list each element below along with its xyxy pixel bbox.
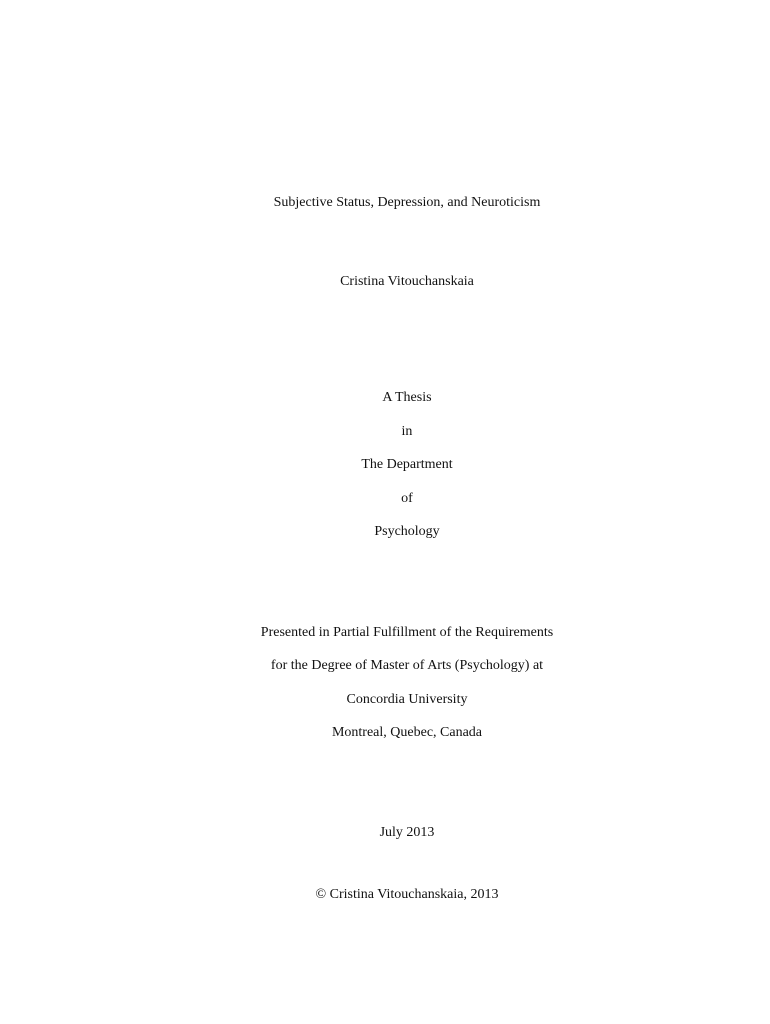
of-label: of	[401, 491, 413, 506]
submission-date: July 2013	[379, 825, 435, 840]
fulfillment-line-2: for the Degree of Master of Arts (Psychology) at	[270, 658, 544, 673]
copyright-notice: © Cristina Vitouchanskaia, 2013	[315, 887, 499, 902]
author-name: Cristina Vitouchanskaia	[340, 274, 474, 289]
location: Montreal, Quebec, Canada	[331, 725, 483, 740]
fulfillment-line-1: Presented in Partial Fulfillment of the Requirements	[260, 625, 554, 640]
thesis-title: Subjective Status, Depression, and Neuroticism	[273, 195, 541, 210]
university-name: Concordia University	[346, 692, 468, 707]
department-label: The Department	[361, 457, 453, 472]
department-name: Psychology	[374, 524, 440, 539]
thesis-label: A Thesis	[382, 390, 432, 405]
in-label: in	[401, 424, 413, 439]
